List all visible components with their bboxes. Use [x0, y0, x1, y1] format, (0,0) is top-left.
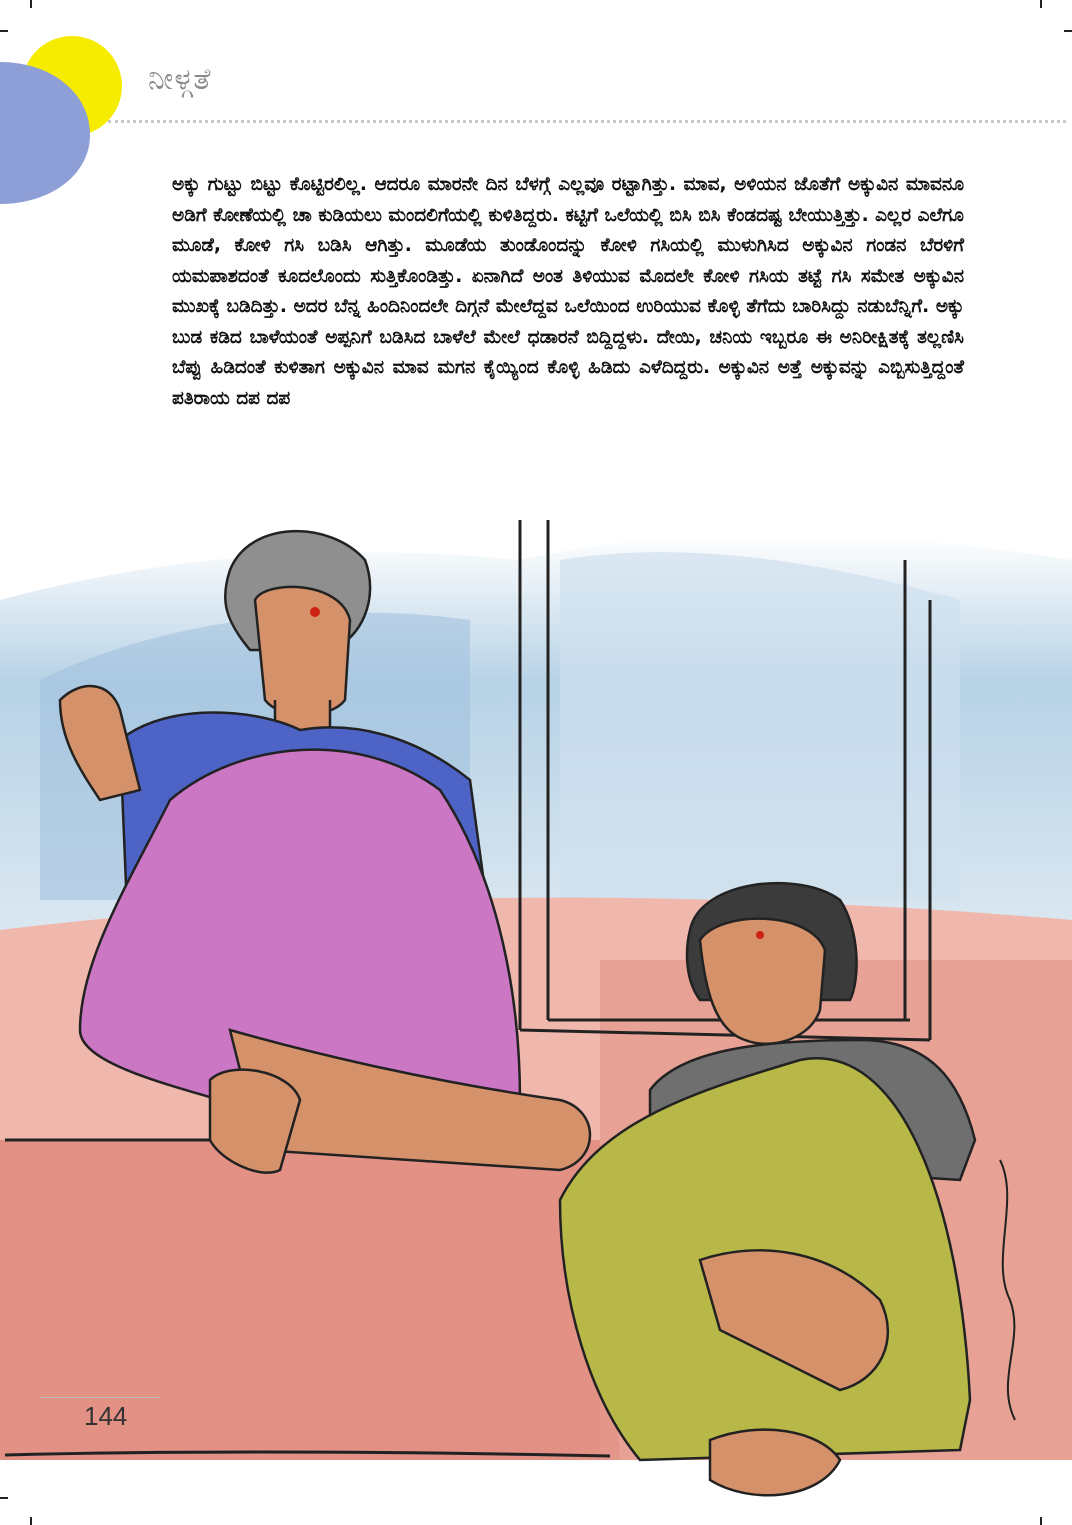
wall-light — [560, 552, 960, 900]
chapter-title: ನೀಳ್ಗತೆ — [148, 62, 212, 97]
header-decoration — [0, 0, 140, 210]
page-number: 144 — [84, 1401, 128, 1431]
crop-mark — [1040, 0, 1042, 8]
crop-mark — [1064, 30, 1072, 32]
header-dotted-rule — [108, 120, 1066, 123]
story-paragraph: ಅಕ್ಕು ಗುಟ್ಟು ಬಿಟ್ಟು ಕೊಟ್ಟಿರಲಿಲ್ಲ. ಆದರೂ ಮಾರನೇ ದಿನ ಬೆಳಗ್ಗೆ ಎಲ್ಲವೂ ರಟ್ಟಾಗಿತ್ತು. ಮಾವ, ಅಳಿಯನ ಜೊತೆಗೆ ಅಕ್ಕುವಿನ ಮಾವನೂ ಅಡಿಗೆ ಕೋಣೆಯಲ್ಲಿ ಚಾ ಕುಡಿಯಲು ಮಂದಲಿಗೆಯಲ್ಲಿ ಕುಳಿತಿದ್ದರು. ಕಟ್ಟಿಗೆ ಒಲೆಯಲ್ಲಿ ಬಿಸಿ ಬಿಸಿ ಕೆಂಡದಷ್ಟ ಬೇಯುತ್ತಿತ್ತು. ಎಲ್ಲರ ಎಲೆಗೂ ಮೂಡೆ, ಕೋಳಿ ಗಸಿ ಬಡಿಸಿ ಆಗಿತ್ತು. ಮೂಡೆಯ ತುಂಡೊಂದನ್ನು ಕೋಳಿ ಗಸಿಯಲ್ಲಿ ಮುಳುಗಿಸಿದ ಅಕ್ಕುವಿನ ಗಂಡನ ಬೆರಳಿಗೆ ಯಮಪಾಶದಂತೆ ಕೂದಲೊಂದು ಸುತ್ತಿಕೊಂಡಿತ್ತು. ಏನಾಗಿದೆ ಅಂತ ತಿಳಿಯುವ ಮೊದಲೇ ಕೋಳಿ ಗಸಿಯ ತಟ್ಟೆ ಗಸಿ ಸಮೇತ ಅಕ್ಕುವಿನ ಮುಖಕ್ಕೆ ಬಡಿದಿತ್ತು. ಅದರ ಬೆನ್ನ ಹಿಂದಿನಿಂದಲೇ ದಿಗ್ಗನೆ ಮೇಲೆದ್ದವ ಒಲೆಯಿಂದ ಉರಿಯುವ ಕೊಳ್ಳಿ ತೆಗೆದು ಬಾರಿಸಿದ್ದು ನಡುಬೆನ್ನಿಗೆ. ಅಕ್ಕು ಬುಡ ಕಡಿದ ಬಾಳೆಯಂತೆ ಅಪ್ಪನಿಗೆ ಬಡಿಸಿದ ಬಾಳೆಲೆ ಮೇಲೆ ಧಡಾರನೆ ಬಿದ್ದಿದ್ದಳು. ದೇಯಿ, ಚನಿಯ ಇಬ್ಬರೂ ಈ ಅನಿರೀಕ್ಷಿತಕ್ಕೆ ತಲ್ಲಣಿಸಿ ಬೆಪ್ಪು ಹಿಡಿದಂತೆ ಕುಳಿತಾಗ ಅಕ್ಕುವಿನ ಮಾವ ಮಗನ ಕೈಯ್ಯಿಂದ ಕೊಳ್ಳಿ ಹಿಡಿದು ಎಳೆದಿದ್ದರು. ಅಕ್ಕುವಿನ ಅತ್ತೆ ಅಕ್ಕುವನ್ನು ಎಬ್ಬಿಸುತ್ತಿದ್ದಂತೆ ಪತಿರಾಯ ದಪ ದಪ — [172, 174, 964, 409]
page-number-rule — [40, 1397, 160, 1398]
illustration-two-women — [0, 500, 1072, 1525]
